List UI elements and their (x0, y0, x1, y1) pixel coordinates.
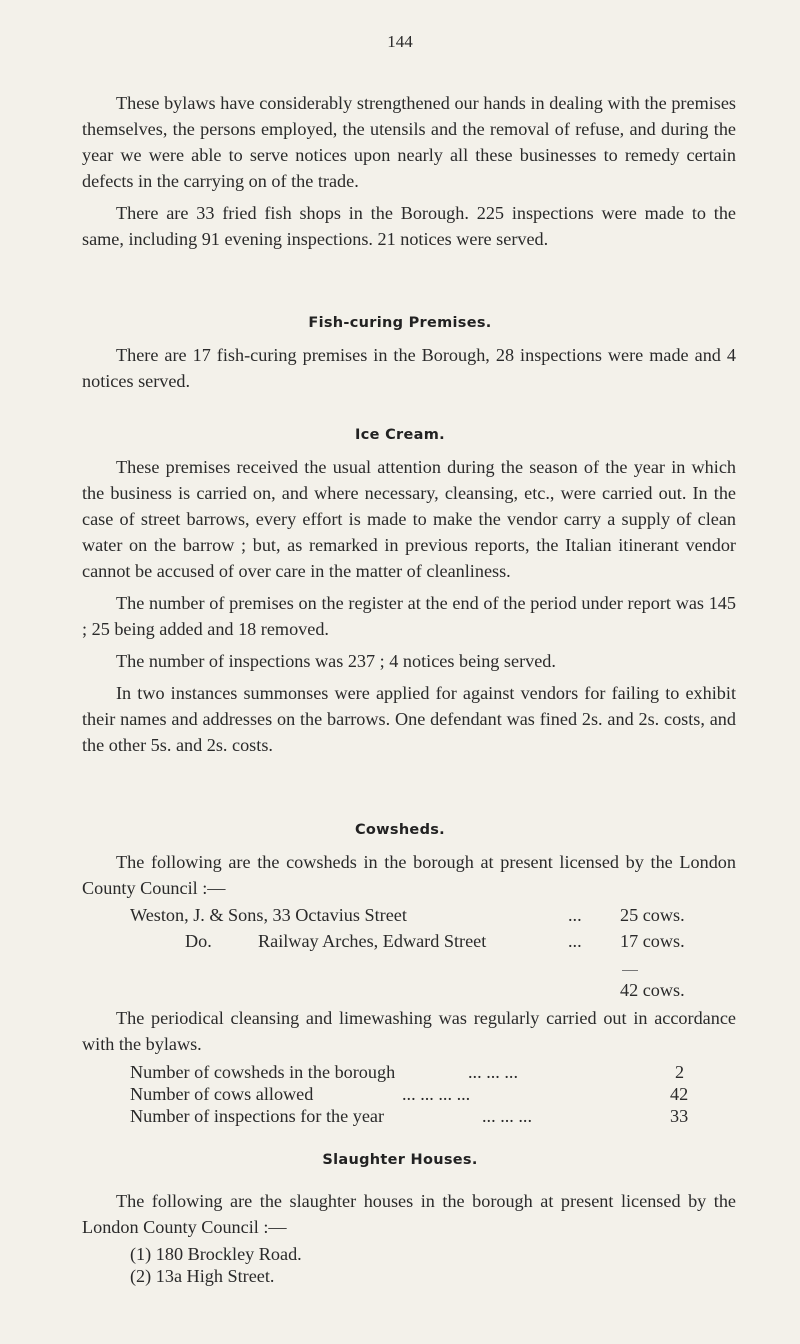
slaughter-house-item-1: (1) 180 Brockley Road. (130, 1244, 302, 1264)
slaughter-houses-intro: The following are the slaughter houses in the borough at present licensed by the London County Council :— (82, 1191, 736, 1237)
ice-cream-heading: Ice Cream. (355, 427, 445, 443)
cowshed-row-2-name: Do. (185, 931, 212, 951)
cowsheds-intro: The following are the cowsheds in the borough at present licensed by the London County Council :— (82, 852, 736, 898)
stat-row-1-label: Number of cowsheds in the borough (130, 1062, 396, 1082)
stat-row-3-value: 33 (670, 1106, 689, 1126)
stat-row-1-value: 2 (675, 1062, 685, 1082)
ice-cream-paragraph-2: The number of premises on the register at the end of the period under report was 145 ; 25 being added and 18 removed. (82, 593, 736, 639)
stat-row-2-value: 42 (670, 1084, 689, 1104)
cowshed-row-1-count: 25 cows. (620, 905, 685, 925)
ice-cream-section (82, 454, 736, 758)
cowshed-row-2-detail: Railway Arches, Edward Street (258, 931, 487, 951)
stat-row-2-label: Number of cows allowed (130, 1084, 314, 1104)
slaughter-house-item-2: (2) 13a High Street. (130, 1266, 275, 1286)
stat-row-3-label: Number of inspections for the year (130, 1106, 385, 1126)
fish-curing-section (82, 342, 736, 394)
cowshed-total: 42 cows. (620, 980, 685, 1000)
page-number: 144 (387, 32, 413, 51)
stat-row-1-dots: ... ... ... (468, 1062, 519, 1082)
fish-curing-heading: Fish-curing Premises. (308, 315, 492, 331)
cowsheds-intro-block (82, 849, 736, 901)
stat-row-3-dots: ... ... ... (482, 1106, 533, 1126)
cowsheds-cleansing-block (82, 1005, 736, 1057)
cowsheds-heading: Cowsheds. (354, 822, 445, 838)
slaughter-houses-intro-block (82, 1188, 736, 1240)
intro-paragraph-1: These bylaws have considerably strengthened our hands in dealing with the premises themselves, the persons employed, the utensils and the removal of refuse, and during the year we were able to serve notices upon nearly all these businesses to remedy certain defects in the carrying on of the trade. (82, 93, 736, 191)
cowshed-row-1-dots: ... (568, 905, 582, 925)
intro-paragraph-2: There are 33 fried fish shops in the Borough. 225 inspections were made to the same, including 91 evening inspections. 21 notices were served. (82, 203, 736, 249)
cowshed-row-1-name: Weston, J. & Sons, 33 Octavius Street (130, 905, 407, 925)
ice-cream-paragraph-1: These premises received the usual attention during the season of the year in which the business is carried on, and where necessary, cleansing, etc., were carried out. In the case of street barrows, every effort is made to make the vendor carry a supply of clean water on the barrow ; but, as remarked in previous reports, the Italian itinerant vendor cannot be accused of over care in the matter of cleanliness. (82, 457, 736, 581)
slaughter-houses-heading: Slaughter Houses. (322, 1152, 478, 1168)
cowsheds-cleansing: The periodical cleansing and limewashing was regularly carried out in accordance with the bylaws. (82, 1008, 736, 1054)
intro-section (82, 90, 736, 252)
cowshed-row-2-count: 17 cows. (620, 931, 685, 951)
fish-curing-paragraph: There are 17 fish-curing premises in the Borough, 28 inspections were made and 4 notices served. (82, 345, 736, 391)
total-rule (622, 970, 638, 971)
stat-row-2-dots: ... ... ... ... (402, 1084, 471, 1104)
ice-cream-paragraph-4: In two instances summonses were applied for against vendors for failing to exhibit their names and addresses on the barrows. One defendant was fined 2s. and 2s. costs, and the other 5s. and 2s. costs. (82, 683, 736, 755)
cowshed-row-2-dots: ... (568, 931, 582, 951)
ice-cream-paragraph-3: The number of inspections was 237 ; 4 notices being served. (116, 651, 556, 671)
